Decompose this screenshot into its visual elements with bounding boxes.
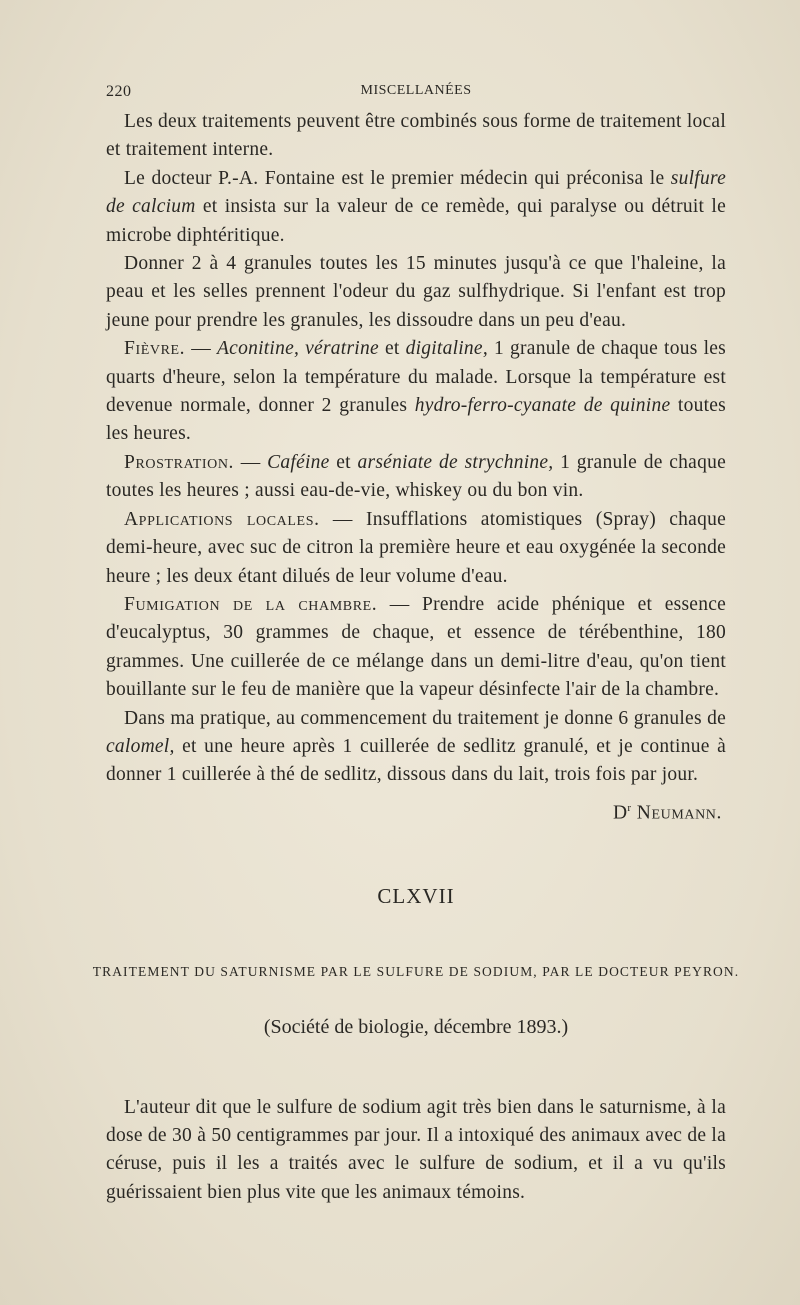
text-run: 1 granule de chaque toutes les heures ; aussi eau-de-vie, whiskey ou du bon vin. — [106, 451, 726, 502]
paragraph-prostration — [106, 449, 726, 506]
text-run: Dans ma pratique, au commencement du traitement je donne 6 granules de — [124, 707, 726, 729]
text-run: 1 granule de chaque tous les quarts d'heure, selon la température du malade. Lorsque la température est devenue normale, donner 2 granules — [106, 338, 727, 417]
remedy-name: digitaline, — [405, 338, 488, 360]
remedy-name: sulfure de calcium — [106, 167, 726, 218]
text-run: et — [378, 338, 406, 360]
text-run: — Prendre acide phénique et essence d'eucalyptus, 30 grammes de chaque, et essence de térébenthine, 180 grammes. Une cuillerée de ce mélange dans un demi-litre d'eau, qu'on tient bouillante sur le feu de manière que la vapeur désinfecte l'air de la chambre. — [106, 593, 726, 701]
page-number: 220 — [106, 83, 132, 100]
remedy-name: Aconitine, vératrine — [217, 338, 379, 360]
section-label-fumigation: Fumigation de la chambre. — [124, 593, 378, 615]
section-label-local-applications: Applications locales. — [124, 508, 320, 530]
paragraph-combined-treatments: Les deux traitements peuvent être combinés sous forme de traitement local et traitement interne. — [106, 111, 726, 161]
text-run: — — [185, 338, 217, 360]
text-run: Le docteur P.-A. Fontaine est le premier médecin qui préconisa le — [124, 167, 671, 189]
section-label-prostration: Prostration. — [124, 451, 235, 473]
signature-prefix: D — [613, 802, 628, 824]
paragraph-practice — [106, 705, 726, 790]
remedy-name: calomel, — [106, 735, 175, 757]
signature-name: Neumann. — [631, 802, 722, 824]
author-signature — [106, 794, 726, 828]
remedy-name: arséniate de strychnine, — [357, 451, 554, 473]
paragraph-saturnism: L'auteur dit que le sulfure de sodium agit très bien dans le saturnisme, à la dose de 30 à 50 centigrammes par jour. Il a intoxiqué des animaux avec de la céruse, puis il les a traités avec le sulfure de sodium, et il a vu qu'ils guérissaient bien plus vite que les animaux témoins. — [106, 1096, 726, 1203]
article-number: CLXVII — [377, 883, 455, 908]
section-label-fever: Fièvre. — [124, 338, 186, 360]
section-body — [106, 108, 726, 828]
running-header — [106, 78, 726, 108]
text-run: — — [234, 451, 268, 473]
running-title: MISCELLANÉES — [360, 83, 472, 98]
signature-superscript: r — [627, 801, 632, 814]
text-run: — Insufflations atomistiques (Spray) chaque demi-heure, avec suc de citron la première heure et eau oxygénée la seconde heure ; les deux étant dilués de leur volume d'eau. — [106, 508, 726, 587]
paragraph-dosage: Donner 2 à 4 granules toutes les 15 minutes jusqu'à ce que l'haleine, la peau et les selles prennent l'odeur du gaz sulfhydrique. Si l'enfant est trop jeune pour prendre les granules, les dissoudre dans un peu d'eau. — [106, 253, 726, 331]
article-body — [106, 1094, 726, 1208]
article-title: TRAITEMENT DU SATURNISME PAR LE SULFURE DE SODIUM, PAR LE DOCTEUR PEYRON. — [92, 963, 740, 979]
text-run: et — [329, 451, 358, 473]
article-source: (Société de biologie, décembre 1893.) — [263, 1015, 569, 1038]
paragraph-fever — [106, 335, 726, 449]
paragraph-fumigation — [106, 591, 726, 705]
text-run: et insista sur la valeur de ce remède, qui paralyse ou détruit le microbe diphtéritique. — [106, 196, 726, 246]
remedy-name: Caféine — [267, 451, 330, 473]
paragraph-fontaine — [106, 165, 726, 250]
remedy-name: hydro-ferro-cyanate de quinine — [414, 395, 671, 417]
text-run: toutes les heures. — [106, 395, 726, 445]
text-run: et une heure après 1 cuillerée de sedlitz granulé, et je continue à donner 1 cuillerée à thé de sedlitz, dissous dans du lait, trois fois par jour. — [106, 735, 726, 786]
paragraph-local-applications — [106, 506, 726, 591]
